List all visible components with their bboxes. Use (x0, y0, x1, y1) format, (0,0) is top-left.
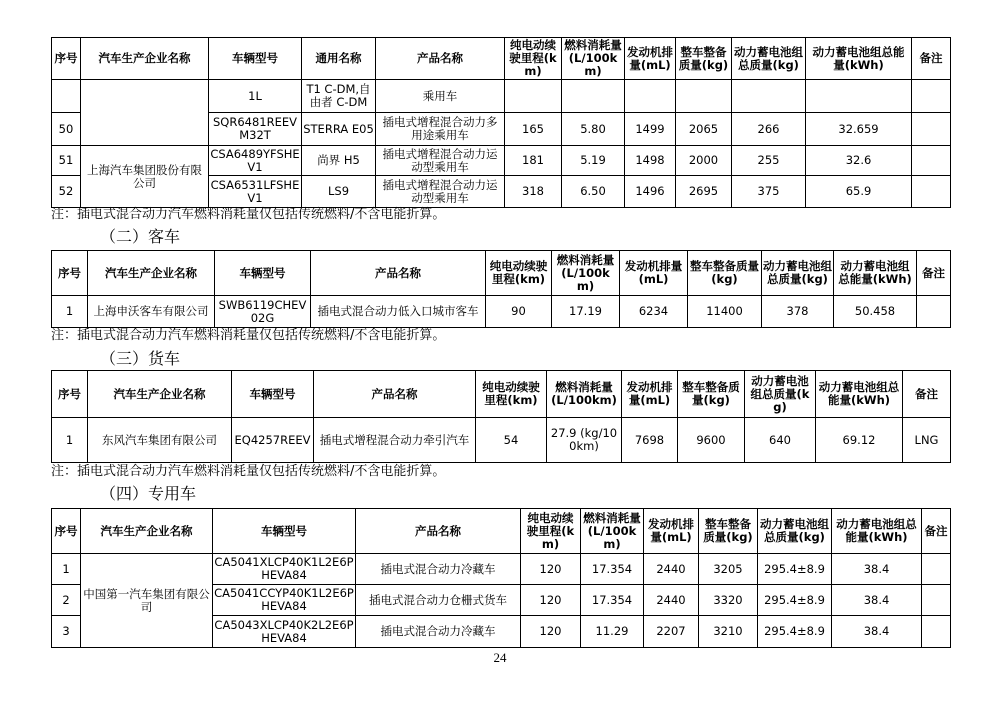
header-cell: 燃料消耗量(L/100km) (562, 38, 625, 80)
company-name: 上海汽车集团股份有限公司 (81, 146, 209, 208)
page-number: 24 (493, 650, 507, 665)
common-name: T1 C-DM,自由者 C-DM (302, 80, 376, 113)
header-cell: 备注 (912, 38, 951, 80)
vehicle-model: 1L (209, 80, 302, 113)
common-name: STERRA E05 (302, 113, 376, 146)
product-name: 插电式增程混合动力运动型乘用车 (376, 146, 505, 176)
table-header-row: 序号 汽车生产企业名称 车辆型号 产品名称 纯电动续驶里程(km) 燃料消耗量(L/100km) 发动机排量(mL) 整车整备质量(kg) 动力蓄电池组总质量(kg) 动力蓄电池组总能量(kWh) 备注 (52, 251, 951, 296)
product-name: 插电式增程混合动力牵引汽车 (314, 418, 476, 463)
table-header-row: 序号 汽车生产企业名称 车辆型号 产品名称 纯电动续驶里程(km) 燃料消耗量(L/100km) 发动机排量(mL) 整车整备质量(kg) 动力蓄电池组总质量(kg) 动力蓄电池组总能量(kWh) 备注 (52, 371, 951, 418)
header-cell: 车辆型号 (209, 38, 302, 80)
header-cell: 整车整备质量(kg) (676, 38, 732, 80)
row-number: 2 (52, 585, 81, 616)
product-name: 插电式增程混合动力多用途乘用车 (376, 113, 505, 146)
header-cell: 产品名称 (376, 38, 505, 80)
table-header-row (52, 38, 951, 80)
row-number: 50 (52, 113, 81, 146)
fuel-note: 注：插电式混合动力汽车燃料消耗量仅包括传统燃料/不含电能折算。 (51, 207, 446, 222)
section-heading-special: （四）专用车 (100, 484, 197, 503)
header-cell: 汽车生产企业名称 (81, 38, 209, 80)
fuel-note: 注：插电式混合动力汽车燃料消耗量仅包括传统燃料/不含电能折算。 (51, 464, 446, 479)
vehicle-model: CSA6489YFSHEV1 (210, 146, 300, 174)
vehicle-model: CA5041CCYP40K1L2E6PHEVA84 (213, 585, 356, 616)
header-cell: 序号 (52, 38, 81, 80)
header-cell: 动力蓄电池组总能量(kWh) (806, 38, 912, 80)
special-vehicle-table (51, 508, 951, 648)
vehicle-model: CSA6531LFSHEV1 (209, 176, 302, 208)
header-cell: 纯电动续驶里程(km) (505, 38, 562, 80)
product-name: 插电式混合动力冷藏车 (356, 554, 521, 585)
table-row: 50 SQR6481REEVM32T STERRA E05 插电式增程混合动力多用途乘用车 165 5.80 1499 2065 266 32.659 (52, 113, 951, 146)
vehicle-model: EQ4257REEV (232, 418, 314, 463)
table-header-row: 序号 汽车生产企业名称 车辆型号 产品名称 纯电动续驶里程(km) 燃料消耗量(L/100km) 发动机排量(mL) 整车整备质量(kg) 动力蓄电池组总质量(kg) 动力蓄电池组总能量(kWh) 备注 (52, 509, 951, 554)
common-name: LS9 (302, 176, 376, 208)
product-name: 插电式增程混合动力运动型乘用车 (376, 176, 505, 208)
header-cell: 发动机排量(mL) (625, 38, 676, 80)
vehicle-model: CA5041XLCP40K1L2E6PHEVA84 (213, 554, 356, 585)
row-number (52, 80, 81, 113)
row-number: 1 (52, 296, 88, 328)
bus-table (51, 250, 951, 328)
product-name: 插电式混合动力仓栅式货车 (356, 585, 521, 616)
company-name: 上海申沃客车有限公司 (88, 296, 215, 328)
table-row (52, 80, 951, 113)
section-heading-bus: （二）客车 (100, 227, 181, 246)
company-name: 中国第一汽车集团有限公司 (81, 554, 213, 648)
row-number: 1 (52, 554, 81, 585)
vehicle-model: SQR6481REEVM32T (209, 113, 302, 146)
row-number: 52 (52, 176, 81, 208)
row-number: 3 (52, 616, 81, 648)
table-row: 52 CSA6531LFSHEV1 LS9 插电式增程混合动力运动型乘用车 318 6.50 1496 2695 375 65.9 (52, 176, 951, 208)
section-heading-truck: （三）货车 (100, 349, 181, 368)
passenger-car-table (51, 37, 951, 208)
product-name: 乘用车 (376, 80, 505, 113)
table-row: 51 上海汽车集团股份有限公司 CSA6489YFSHEV1 尚界 H5 插电式增程混合动力运动型乘用车 181 5.19 1498 2000 255 32.6 (52, 146, 951, 176)
common-name: 尚界 H5 (302, 146, 376, 176)
truck-table (51, 370, 951, 463)
table-row: 3 CA5043XLCP40K2L2E6PHEVA84 插电式混合动力冷藏车 120 11.29 2207 3210 295.4±8.9 38.4 (52, 616, 951, 648)
vehicle-model: SWB6119CHEV02G (215, 296, 311, 328)
table-row: 1 东风汽车集团有限公司 EQ4257REEV 插电式增程混合动力牵引汽车 54 27.9 (kg/100km) 7698 9600 640 69.12 LNG (52, 418, 951, 463)
product-name: 插电式混合动力低入口城市客车 (311, 296, 486, 328)
row-number: 1 (52, 418, 88, 463)
fuel-note: 注：插电式混合动力汽车燃料消耗量仅包括传统燃料/不含电能折算。 (51, 328, 446, 343)
table-row: 2 CA5041CCYP40K1L2E6PHEVA84 插电式混合动力仓栅式货车 120 17.354 2440 3320 295.4±8.9 38.4 (52, 585, 951, 616)
company-name: 东风汽车集团有限公司 (88, 418, 232, 463)
table-row: 1 中国第一汽车集团有限公司 CA5041XLCP40K1L2E6PHEVA84 插电式混合动力冷藏车 120 17.354 2440 3205 295.4±8.9 38.4 (52, 554, 951, 585)
header-cell: 通用名称 (302, 38, 376, 80)
product-name: 插电式混合动力冷藏车 (356, 616, 521, 648)
table-row: 1 上海申沃客车有限公司 SWB6119CHEV02G 插电式混合动力低入口城市客车 90 17.19 6234 11400 378 50.458 (52, 296, 951, 328)
header-cell: 动力蓄电池组总质量(kg) (732, 38, 806, 80)
vehicle-model: CA5043XLCP40K2L2E6PHEVA84 (213, 616, 356, 648)
row-number: 51 (52, 146, 81, 176)
